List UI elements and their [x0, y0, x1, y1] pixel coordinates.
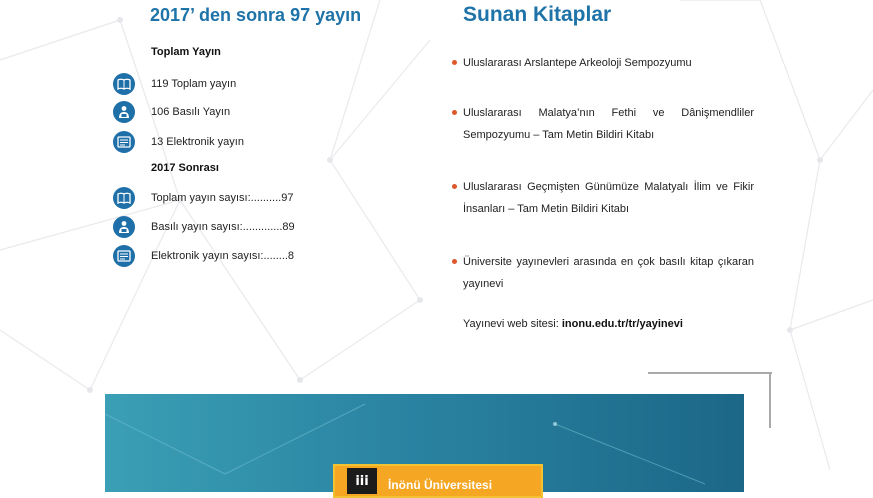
stat-label: 119 Toplam yayın	[151, 78, 237, 90]
stat-label: 106 Basılı Yayın	[151, 106, 231, 118]
book-icon	[113, 187, 135, 209]
list-item	[452, 102, 754, 146]
stat-after-printed	[113, 215, 295, 239]
tablet-icon	[113, 245, 135, 267]
bullet-dot	[452, 184, 457, 189]
university-name: İnönü Üniversitesi	[388, 478, 493, 492]
stat-electronic-publications	[113, 130, 244, 154]
publications-title: 2017’ den sonra 97 yayın	[150, 5, 362, 25]
stat-total-publications	[113, 72, 236, 96]
divider-line	[648, 372, 772, 374]
bullet-dot	[452, 259, 457, 264]
list-item-text: Uluslararası Malatya’nın Fethi ve Dânişmendliler Sempozyumu – Tam Metin Bildiri Kitabı	[463, 107, 754, 141]
stat-after-electronic	[113, 244, 294, 268]
stat-label: Basılı yayın sayısı:.............89	[151, 221, 295, 233]
website-line	[463, 318, 683, 330]
list-item-text: Üniversite yayınevleri arasında en çok basılı kitap çıkaran yayınevi	[463, 256, 754, 290]
list-item-text: Uluslararası Geçmişten Günümüze Malatyalı İlim ve Fikir İnsanları – Tam Metin Bildiri Kitabı	[463, 181, 754, 215]
list-item-text: Uluslararası Arslantepe Arkeoloji Sempozyumu	[463, 57, 692, 69]
stat-label: Toplam yayın sayısı:..........97	[151, 192, 294, 204]
person-reading-icon	[113, 101, 135, 123]
divider-line	[769, 372, 771, 428]
website-label: Yayınevi web sitesi:	[463, 318, 559, 330]
book-icon	[113, 73, 135, 95]
stat-after-total	[113, 186, 293, 210]
stat-printed-publications	[113, 100, 230, 124]
presented-books-title: Sunan Kitaplar	[463, 3, 612, 26]
list-item	[452, 52, 754, 74]
bullet-dot	[452, 110, 457, 115]
tablet-icon	[113, 131, 135, 153]
list-item	[452, 251, 754, 295]
after-2017-heading: 2017 Sonrası	[151, 162, 219, 174]
website-link[interactable]: inonu.edu.tr/tr/yayinevi	[561, 318, 683, 330]
university-logo-icon: iii	[347, 468, 377, 494]
stat-label: Elektronik yayın sayısı:........8	[151, 250, 295, 262]
list-item	[452, 176, 754, 220]
person-reading-icon	[113, 216, 135, 238]
stat-label: 13 Elektronik yayın	[151, 136, 244, 148]
bullet-dot	[452, 60, 457, 65]
total-publications-heading: Toplam Yayın	[151, 46, 221, 58]
